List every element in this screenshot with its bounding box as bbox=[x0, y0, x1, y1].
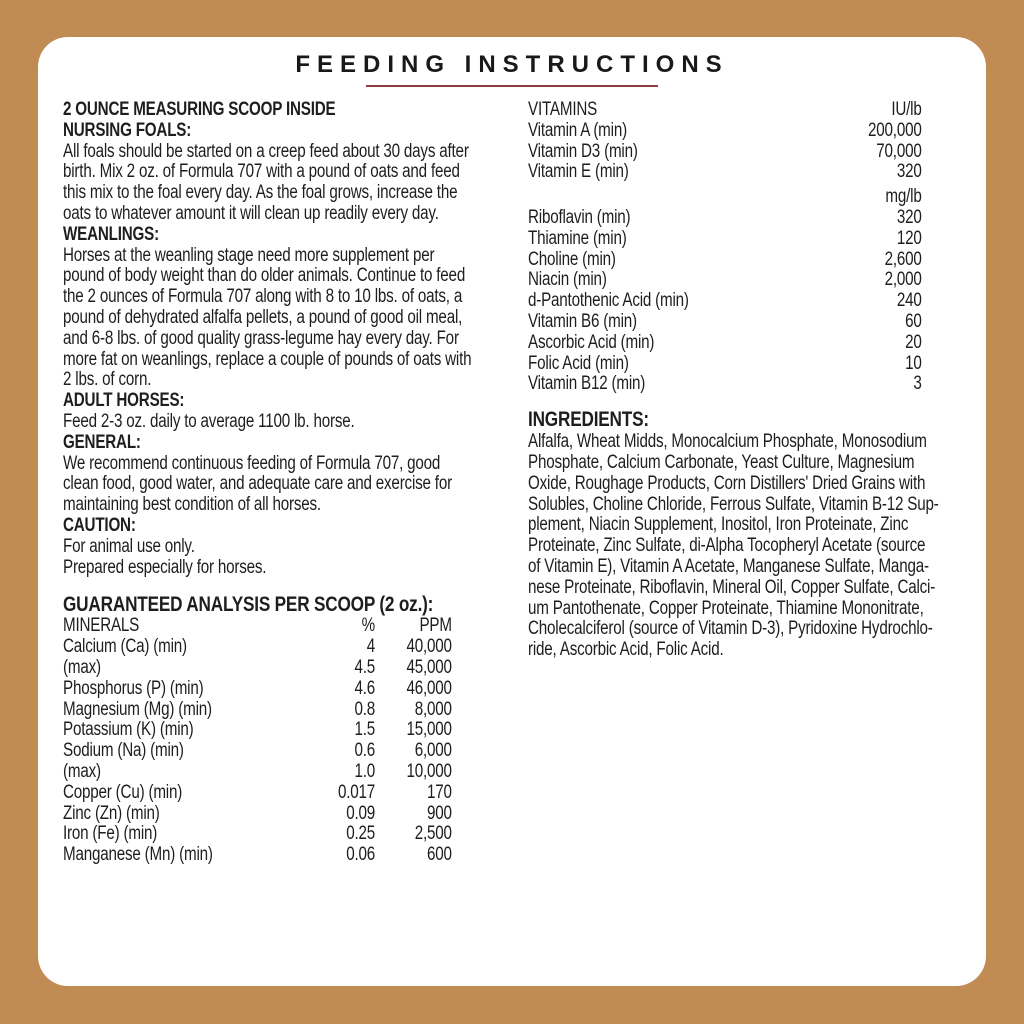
vitamin-value: 2,600 bbox=[884, 248, 922, 270]
body-line: We recommend continuous feeding of Formula 707, good bbox=[63, 452, 441, 474]
column-header-vitamins: VITAMINS bbox=[528, 99, 598, 120]
analysis-heading: GUARANTEED ANALYSIS PER SCOOP (2 oz.): bbox=[63, 592, 434, 617]
body-line: the 2 ounces of Formula 707 along with 8 to 10 lbs. of oats, a bbox=[63, 286, 463, 308]
body-line: oats to whatever amount it will clean up readily every day. bbox=[63, 202, 439, 224]
right-column bbox=[528, 100, 964, 661]
ingredients-line: plement, Niacin Supplement, Inositol, Iron Proteinate, Zinc bbox=[528, 514, 909, 536]
vitamin-value: 320 bbox=[896, 161, 922, 183]
section-heading: NURSING FOALS: bbox=[63, 119, 192, 141]
table-row bbox=[63, 845, 452, 866]
vitamin-name: Vitamin A (min) bbox=[528, 119, 627, 141]
table-row bbox=[63, 783, 452, 804]
ingredients-line: ride, Ascorbic Acid, Folic Acid. bbox=[528, 639, 724, 661]
vitamin-value: 60 bbox=[905, 310, 922, 332]
mineral-name: Potassium (K) (min) bbox=[63, 719, 194, 741]
minerals-table-header bbox=[63, 616, 452, 637]
vitamin-name: Choline (min) bbox=[528, 248, 616, 270]
mineral-percent: 0.6 bbox=[354, 740, 375, 762]
vitamin-name: Riboflavin (min) bbox=[528, 206, 631, 228]
table-row bbox=[528, 250, 922, 271]
mineral-ppm: 46,000 bbox=[406, 677, 452, 699]
ingredients-line: Proteinate, Zinc Sulfate, di-Alpha Tocopheryl Acetate (source bbox=[528, 535, 926, 557]
mineral-ppm: 15,000 bbox=[406, 719, 452, 741]
mineral-ppm: 6,000 bbox=[414, 740, 452, 762]
body-line: pound of dehydrated alfalfa pellets, a pound of good oil meal, bbox=[63, 306, 463, 328]
mineral-percent: 1.5 bbox=[354, 719, 375, 741]
vitamin-value: 20 bbox=[905, 331, 922, 353]
mineral-name: Magnesium (Mg) (min) bbox=[63, 698, 212, 720]
table-row bbox=[63, 700, 452, 721]
mineral-percent: 0.25 bbox=[346, 823, 375, 845]
section-weanlings bbox=[63, 225, 500, 391]
label-card bbox=[38, 37, 986, 986]
mineral-name: Phosphorus (P) (min) bbox=[63, 677, 204, 699]
left-column bbox=[63, 100, 500, 866]
table-row bbox=[63, 658, 452, 679]
vitamin-value: 70,000 bbox=[876, 140, 922, 162]
body-line: more fat on weanlings, replace a couple of pounds of oats with bbox=[63, 348, 472, 370]
section-body bbox=[63, 454, 500, 516]
vitamin-name: Folic Acid (min) bbox=[528, 352, 629, 374]
vitamin-value: 240 bbox=[896, 290, 922, 312]
table-row bbox=[528, 208, 922, 229]
mineral-ppm: 2,500 bbox=[414, 823, 452, 845]
mineral-percent: 0.09 bbox=[346, 802, 375, 824]
vitamin-value: 200,000 bbox=[868, 119, 922, 141]
section-heading: GENERAL: bbox=[63, 431, 141, 453]
vitamins-iu-rows bbox=[528, 121, 922, 183]
vitamin-name: Vitamin E (min) bbox=[528, 161, 629, 183]
table-row bbox=[528, 374, 922, 395]
vitamin-name: Ascorbic Acid (min) bbox=[528, 331, 655, 353]
body-line: clean food, good water, and adequate care and exercise for bbox=[63, 473, 452, 495]
mineral-ppm: 900 bbox=[427, 802, 452, 824]
mineral-name: (max) bbox=[63, 656, 101, 678]
body-line: Horses at the weanling stage need more supplement per bbox=[63, 244, 435, 266]
mineral-ppm: 600 bbox=[427, 844, 452, 866]
ingredients-line: Alfalfa, Wheat Midds, Monocalcium Phosphate, Monosodium bbox=[528, 431, 927, 453]
mineral-ppm: 45,000 bbox=[406, 656, 452, 678]
table-row bbox=[528, 333, 922, 354]
ingredients-line: Solubles, Choline Chloride, Ferrous Sulfate, Vitamin B-12 Sup- bbox=[528, 493, 939, 515]
mineral-name: Calcium (Ca) (min) bbox=[63, 636, 187, 658]
column-header-percent: % bbox=[361, 615, 375, 637]
body-line: All foals should be started on a creep feed about 30 days after bbox=[63, 140, 469, 162]
mineral-ppm: 170 bbox=[427, 781, 452, 803]
section-body bbox=[63, 246, 500, 392]
ingredients-line: um Pantothenate, Copper Proteinate, Thiamine Mononitrate, bbox=[528, 597, 924, 619]
body-line: For animal use only. bbox=[63, 535, 195, 557]
column-header-ppm: PPM bbox=[419, 615, 452, 637]
mineral-name: Sodium (Na) (min) bbox=[63, 740, 184, 762]
section-adult-horses bbox=[63, 391, 500, 433]
vitamins-mg-rows bbox=[528, 208, 922, 395]
vitamin-value: 2,000 bbox=[884, 269, 922, 291]
table-row bbox=[528, 270, 922, 291]
ingredients-line: of Vitamin E), Vitamin A Acetate, Manganese Sulfate, Manga- bbox=[528, 555, 929, 577]
table-row bbox=[528, 162, 922, 183]
label-header bbox=[38, 51, 986, 87]
table-row bbox=[63, 679, 452, 700]
body-line: and 6-8 lbs. of good quality grass-legume hay every day. For bbox=[63, 327, 459, 349]
vitamin-name: Vitamin D3 (min) bbox=[528, 140, 638, 162]
title-underline-rule bbox=[366, 85, 658, 87]
vitamins-table-header bbox=[528, 100, 922, 121]
table-row bbox=[63, 741, 452, 762]
section-body bbox=[63, 412, 500, 433]
section-caution bbox=[63, 516, 500, 578]
mineral-ppm: 10,000 bbox=[406, 760, 452, 782]
table-row bbox=[528, 142, 922, 163]
minerals-table bbox=[63, 616, 452, 866]
column-header-mg-lb: mg/lb bbox=[885, 186, 922, 208]
vitamins-table bbox=[528, 100, 922, 395]
guaranteed-analysis bbox=[63, 592, 500, 866]
section-general bbox=[63, 433, 500, 516]
section-heading: CAUTION: bbox=[63, 514, 136, 536]
column-header-minerals: MINERALS bbox=[63, 615, 140, 637]
mineral-ppm: 40,000 bbox=[406, 636, 452, 658]
body-line: pound of body weight than do older animals. Continue to feed bbox=[63, 265, 466, 287]
ingredients-line: Oxide, Roughage Products, Corn Distillers' Dried Grains with bbox=[528, 472, 926, 494]
body-line: birth. Mix 2 oz. of Formula 707 with a pound of oats and feed bbox=[63, 161, 460, 183]
vitamin-value: 320 bbox=[896, 206, 922, 228]
table-row bbox=[528, 312, 922, 333]
mineral-percent: 1.0 bbox=[354, 760, 375, 782]
table-row bbox=[63, 637, 452, 658]
table-row bbox=[528, 291, 922, 312]
mineral-name: Iron (Fe) (min) bbox=[63, 823, 158, 845]
mineral-percent: 0.017 bbox=[337, 781, 375, 803]
section-heading: ADULT HORSES: bbox=[63, 390, 185, 412]
table-row bbox=[528, 229, 922, 250]
ingredients-body bbox=[528, 432, 965, 661]
body-line: this mix to the foal every day. As the foal grows, increase the bbox=[63, 182, 458, 204]
table-row bbox=[528, 354, 922, 375]
table-row bbox=[63, 720, 452, 741]
mineral-percent: 4.6 bbox=[354, 677, 375, 699]
mineral-percent: 0.8 bbox=[354, 698, 375, 720]
ingredients-heading: INGREDIENTS: bbox=[528, 407, 649, 432]
unit-divider-row bbox=[528, 187, 922, 208]
body-line: Feed 2-3 oz. daily to average 1100 lb. horse. bbox=[63, 410, 355, 432]
vitamin-name: Vitamin B12 (min) bbox=[528, 373, 646, 395]
ingredients-line: Cholecalciferol (source of Vitamin D-3), Pyridoxine Hydrochlo- bbox=[528, 618, 933, 640]
ingredients-line: nese Proteinate, Riboflavin, Mineral Oil, Copper Sulfate, Calci- bbox=[528, 576, 936, 598]
vitamin-value: 10 bbox=[905, 352, 922, 374]
mineral-percent: 0.06 bbox=[346, 844, 375, 866]
table-row bbox=[63, 824, 452, 845]
ingredients-line: Phosphate, Calcium Carbonate, Yeast Culture, Magnesium bbox=[528, 451, 915, 473]
vitamin-name: Niacin (min) bbox=[528, 269, 607, 291]
table-row bbox=[63, 762, 452, 783]
minerals-table-body bbox=[63, 637, 452, 866]
vitamin-value: 3 bbox=[913, 373, 922, 395]
page-title: FEEDING INSTRUCTIONS bbox=[295, 51, 729, 78]
section-heading: WEANLINGS: bbox=[63, 223, 159, 245]
mineral-name: Copper (Cu) (min) bbox=[63, 781, 183, 803]
body-line: Prepared especially for horses. bbox=[63, 556, 267, 578]
body-line: maintaining best condition of all horses. bbox=[63, 494, 321, 516]
mineral-name: (max) bbox=[63, 760, 101, 782]
table-row bbox=[63, 804, 452, 825]
mineral-percent: 4.5 bbox=[354, 656, 375, 678]
column-header-iu-lb: IU/lb bbox=[891, 99, 922, 120]
section-body bbox=[63, 142, 500, 225]
vitamin-name: Vitamin B6 (min) bbox=[528, 310, 637, 332]
mineral-name: Zinc (Zn) (min) bbox=[63, 802, 160, 824]
vitamin-name: d-Pantothenic Acid (min) bbox=[528, 290, 689, 312]
body-line: 2 lbs. of corn. bbox=[63, 369, 152, 391]
mineral-percent: 4 bbox=[366, 636, 375, 658]
ingredients-section bbox=[528, 407, 965, 661]
scoop-note: 2 OUNCE MEASURING SCOOP INSIDE bbox=[63, 99, 336, 120]
mineral-ppm: 8,000 bbox=[414, 698, 452, 720]
section-nursing-foals bbox=[63, 121, 500, 225]
mineral-name: Manganese (Mn) (min) bbox=[63, 844, 213, 866]
vitamin-name: Thiamine (min) bbox=[528, 227, 627, 249]
section-body bbox=[63, 537, 500, 579]
table-row bbox=[528, 121, 922, 142]
vitamin-value: 120 bbox=[896, 227, 922, 249]
